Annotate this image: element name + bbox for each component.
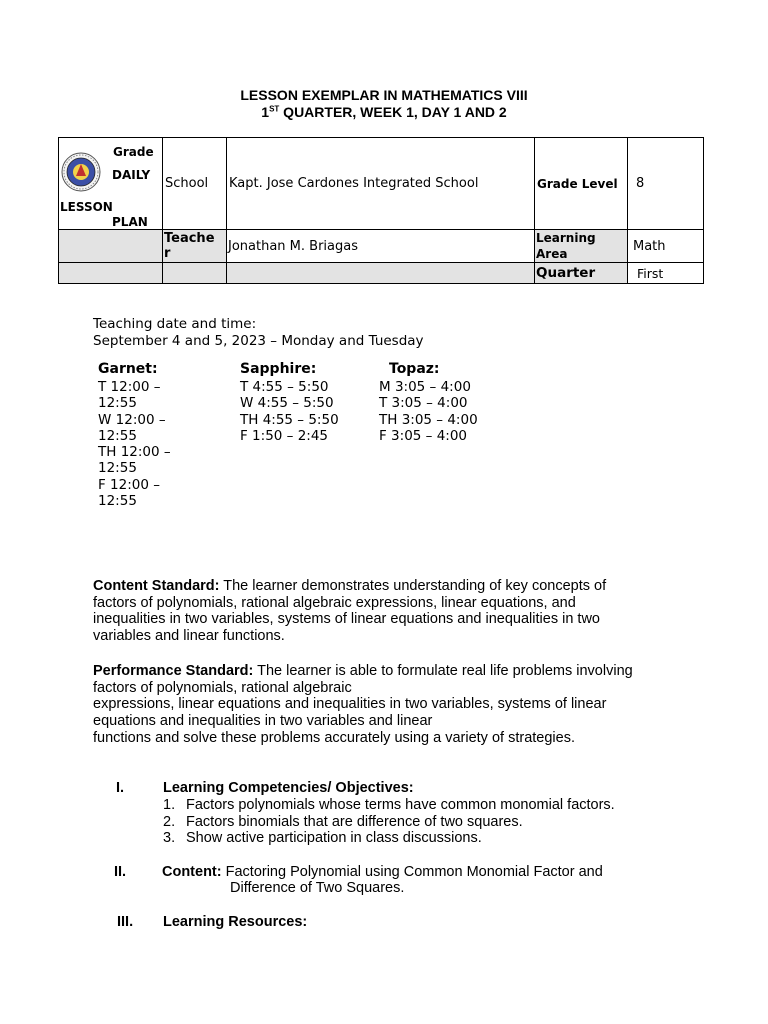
schedule-line: TH 3:05 – 4:00 [379, 411, 478, 428]
learning-area-value-cell [627, 229, 704, 264]
document-subtitle [0, 104, 768, 120]
content-standard-line: The learner demonstrates understanding of key concepts of [219, 578, 607, 594]
quarter-value-cell [627, 262, 704, 284]
content-standard-line: inequalities in two variables, systems of linear equations and inequalities in two [93, 611, 600, 628]
teaching-date-value: September 4 and 5, 2023 – Monday and Tuesday [93, 333, 424, 349]
objective-num: 1. [163, 797, 176, 813]
content-standard-label: Content Standard: [93, 578, 220, 594]
teaching-date-label: Teaching date and time: [93, 316, 257, 332]
schedule-topaz-title: Topaz: [389, 361, 440, 377]
section-3-numeral: III. [117, 914, 134, 930]
logo-label-daily: DAILY [112, 168, 151, 182]
schedule-sapphire [240, 361, 316, 377]
objective-text: Factors polynomials whose terms have common monomial factors. [186, 797, 615, 813]
deped-seal-icon [61, 152, 101, 192]
objective-num: 2. [163, 814, 176, 830]
objective-item-2 [163, 814, 523, 830]
teacher-value-cell [226, 229, 536, 264]
performance-standard-line: expressions, linear equations and inequalities in two variables, systems of linear [93, 696, 607, 713]
teacher-label-line2: r [164, 246, 171, 261]
learning-area-label-line1: Learning [536, 231, 596, 245]
school-label: School [165, 176, 209, 191]
section-2-title: Content: [162, 864, 222, 880]
schedule-garnet [98, 361, 158, 377]
schedule-line: TH 12:00 – [98, 444, 171, 461]
schedule-garnet-title: Garnet: [98, 361, 158, 377]
section-1-title: Learning Competencies/ Objectives: [163, 780, 414, 796]
performance-standard-line: The learner is able to formulate real life problems involving [253, 663, 633, 679]
schedule-line: 12:55 [98, 460, 137, 477]
header-table [58, 137, 704, 286]
document-title: LESSON EXEMPLAR IN MATHEMATICS VIII [240, 87, 528, 103]
grade-level-value: 8 [636, 176, 645, 191]
subtitle-prefix: 1 [261, 104, 270, 120]
schedule-line: T 3:05 – 4:00 [379, 395, 468, 412]
content-standard [93, 578, 693, 645]
schedule-line: 12:55 [98, 493, 137, 510]
logo-label-grade: Grade [113, 145, 154, 159]
logo-cell [58, 137, 164, 231]
schedule-sapphire-lines [240, 379, 339, 444]
objective-item-1 [163, 797, 615, 813]
quarter-label-cell [534, 262, 629, 284]
quarter-value: First [637, 266, 664, 281]
schedule-sapphire-title: Sapphire: [240, 361, 317, 377]
content-standard-line: variables and linear functions. [93, 628, 285, 645]
performance-standard-label: Performance Standard: [93, 663, 254, 679]
schedule-line: 12:55 [98, 427, 137, 444]
section-3-title: Learning Resources: [163, 914, 308, 930]
section-2-text-line2: Difference of Two Squares. [230, 880, 405, 896]
teacher-label-line1: Teache [164, 231, 215, 246]
school-value: Kapt. Jose Cardones Integrated School [229, 176, 479, 191]
section-2-numeral: II. [114, 864, 127, 880]
learning-area-value: Math [633, 239, 666, 254]
schedule-line: T 12:00 – [98, 379, 161, 395]
schedule-line: TH 4:55 – 5:50 [240, 411, 339, 428]
performance-standard-line: factors of polynomials, rational algebraic [93, 679, 352, 696]
teacher-value: Jonathan M. Briagas [228, 239, 358, 254]
performance-standard-line: functions and solve these problems accurately using a variety of strategies. [93, 729, 575, 746]
section-1-numeral: I. [116, 780, 125, 796]
schedule-line: F 3:05 – 4:00 [379, 427, 468, 444]
schedule-line: T 4:55 – 5:50 [240, 379, 329, 395]
schedule-topaz [389, 361, 440, 377]
performance-standard-line: equations and inequalities in two variables and linear [93, 713, 433, 730]
schedule-line: W 12:00 – [98, 411, 166, 428]
objective-text: Show active participation in class discussions. [186, 830, 482, 846]
schedule-line: F 1:50 – 2:45 [240, 427, 329, 444]
schedule-garnet-lines [98, 379, 171, 509]
logo-label-plan: PLAN [112, 215, 148, 229]
quarter-label: Quarter [536, 265, 596, 281]
section-2-content [162, 864, 603, 880]
objective-item-3 [163, 830, 482, 846]
quarter-row-shaded-cell-2 [162, 262, 228, 284]
subtitle-rest: QUARTER, WEEK 1, DAY 1 AND 2 [279, 104, 507, 120]
objective-num: 3. [163, 830, 176, 846]
objective-text: Factors binomials that are difference of two squares. [186, 814, 523, 830]
learning-area-label-line2: Area [536, 247, 568, 261]
quarter-row-shaded-cell-3 [226, 262, 536, 284]
school-value-cell [226, 137, 536, 231]
teacher-label-cell [162, 229, 228, 264]
grade-level-label: Grade Level [537, 177, 618, 191]
learning-area-label-cell [534, 229, 629, 264]
grade-level-label-cell [534, 137, 629, 231]
teacher-row-shaded-cell [58, 229, 164, 264]
schedule-line: W 4:55 – 5:50 [240, 395, 334, 412]
section-2-text-line1: Factoring Polynomial using Common Monomial Factor and [221, 864, 603, 880]
schedule-line: F 12:00 – [98, 476, 161, 493]
schedule-topaz-lines [379, 379, 478, 444]
content-standard-line: factors of polynomials, rational algebraic expressions, linear equations, and [93, 594, 576, 611]
quarter-row-shaded-cell-1 [58, 262, 164, 284]
schedule-line: M 3:05 – 4:00 [379, 379, 471, 395]
logo-label-lesson: LESSON [60, 200, 113, 214]
schedule-line: 12:55 [98, 395, 137, 412]
grade-level-value-cell [627, 137, 704, 231]
subtitle-superscript: ST [269, 104, 280, 114]
performance-standard [93, 663, 693, 747]
school-label-cell [162, 137, 228, 231]
